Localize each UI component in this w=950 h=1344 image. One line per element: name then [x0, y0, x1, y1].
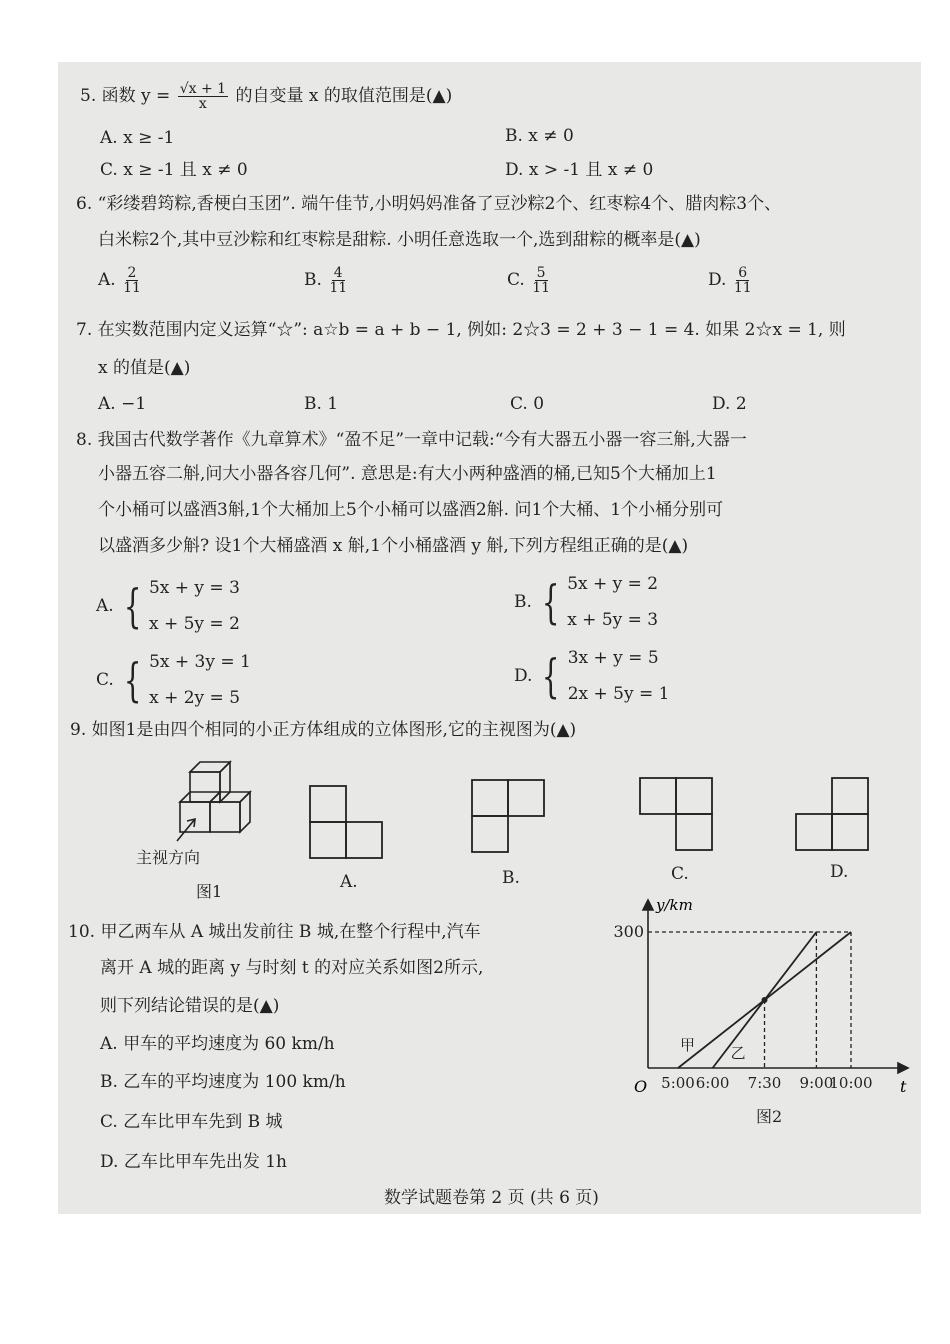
q7-line2: x 的值是(▲) — [98, 358, 191, 378]
x-tick-label-1: 6:00 — [695, 1074, 730, 1092]
q6-c-label: C. — [507, 270, 525, 290]
q5-frac-den: x — [198, 96, 207, 112]
q8-c-system — [149, 644, 251, 716]
q7-option-d: D. 2 — [712, 394, 747, 414]
q10-option-a: A. 甲车的平均速度为 60 km/h — [100, 1034, 335, 1054]
q8-b-brace: { — [541, 575, 560, 629]
q9-line1: 9. 如图1是由四个相同的小正方体组成的立体图形,它的主视图为(▲) — [70, 720, 577, 740]
q8-line3: 个小桶可以盛酒3斛,1个大桶加上5个小桶可以盛酒2斛. 问1个大桶、1个小桶分别可 — [98, 500, 724, 520]
q5-stem — [80, 82, 452, 111]
q5-number: 5. — [80, 86, 97, 106]
q6-option-c — [507, 266, 552, 295]
x-tick-label-3: 9:00 — [799, 1074, 834, 1092]
q8-d-label: D. — [514, 666, 533, 686]
chart-caption: 图2 — [756, 1107, 783, 1126]
x-tick-label-4: 10:00 — [829, 1074, 873, 1092]
q7-option-b: B. 1 — [304, 394, 339, 414]
q6-c-num: 5 — [536, 265, 546, 281]
page-footer: 数学试题卷第 2 页 (共 6 页) — [384, 1188, 599, 1208]
q8-a-label: A. — [96, 596, 114, 616]
q6-c-fraction — [532, 266, 550, 295]
q5-post: 的自变量 x 的取值范围是(▲) — [235, 86, 453, 106]
q8-c-label: C. — [96, 670, 114, 690]
q8-c-eq2: x + 2y = 5 — [149, 688, 241, 708]
q6-a-label: A. — [98, 270, 116, 290]
intersection-point — [762, 997, 768, 1003]
q9-figure1-caption: 图1 — [196, 882, 223, 901]
x-tick-label-2: 7:30 — [747, 1074, 782, 1092]
cube-right — [210, 802, 240, 832]
x-tick-label-0: 5:00 — [661, 1074, 695, 1092]
q10-line2: 离开 A 城的距离 y 与时刻 t 的对应关系如图2所示, — [100, 958, 484, 978]
q5-option-d: D. x > -1 且 x ≠ 0 — [505, 160, 654, 180]
q8-b-label: B. — [514, 592, 532, 612]
q9-figure1-cubes — [173, 757, 273, 845]
q6-line2: 白米粽2个,其中豆沙粽和红枣粽是甜粽. 小明任意选取一个,选到甜粽的概率是(▲) — [98, 230, 701, 250]
chart-xlabel: t — [900, 1077, 907, 1096]
q8-line2: 小器五容二斛,问大小器各容几何”. 意思是:有大小两种盛酒的桶,已知5个大桶加上1 — [98, 464, 717, 484]
q6-d-num: 6 — [738, 265, 748, 281]
q6-d-fraction — [734, 266, 752, 295]
q8-d-eq1: 3x + y = 5 — [567, 648, 659, 668]
cube-front — [180, 802, 210, 832]
q7-line1: 7. 在实数范围内定义运算“☆”: a☆b = a + b − 1, 例如: 2☆3 = 2 + 3 − 1 = 4. 如果 2☆x = 1, 则 — [76, 320, 846, 340]
q8-b-eq1: 5x + y = 2 — [567, 574, 659, 594]
q8-option-b — [514, 566, 658, 638]
q8-d-system — [568, 640, 670, 712]
q8-line4: 以盛酒多少斛? 设1个大桶盛酒 x 斛,1个小桶盛酒 y 斛,下列方程组正确的是(▲) — [98, 536, 689, 556]
q8-a-brace: { — [123, 579, 142, 633]
cube-right-side — [240, 792, 250, 832]
q6-b-label: B. — [304, 270, 322, 290]
q7-option-c: C. 0 — [510, 394, 545, 414]
q6-a-num: 2 — [127, 265, 137, 281]
q9-view-direction: 主视方向 — [136, 848, 201, 867]
q6-b-num: 4 — [333, 265, 343, 281]
chart-marks — [613, 922, 872, 1092]
q5-option-a: A. x ≥ -1 — [100, 128, 175, 148]
q6-option-d — [708, 266, 754, 295]
q8-c-brace: { — [123, 653, 142, 707]
q5-frac-num: √x + 1 — [179, 81, 227, 97]
q10-option-c: C. 乙车比甲车先到 B 城 — [100, 1112, 283, 1132]
q5-option-c: C. x ≥ -1 且 x ≠ 0 — [100, 160, 248, 180]
q10-line1: 10. 甲乙两车从 A 城出发前往 B 城,在整个行程中,汽车 — [68, 922, 481, 942]
q10-line3: 则下列结论错误的是(▲) — [100, 996, 280, 1016]
q8-option-a — [96, 570, 240, 642]
q6-option-a — [98, 266, 143, 295]
q8-line1: 8. 我国古代数学著作《九章算术》“盈不足”一章中记载:“今有大器五小器一容三斛,大器一 — [76, 430, 747, 450]
q6-b-den: 11 — [329, 280, 348, 296]
q9-option-b-figure — [470, 778, 548, 854]
q5-fraction — [178, 82, 228, 111]
q6-option-b — [304, 266, 349, 295]
q9-option-a-figure — [308, 784, 386, 860]
q8-d-brace: { — [542, 649, 560, 703]
q9-option-c-label: C. — [671, 864, 689, 884]
q6-b-fraction — [329, 266, 347, 295]
q8-a-eq2: x + 5y = 2 — [148, 614, 240, 634]
q10-chart — [598, 892, 918, 1132]
q10-option-d: D. 乙车比甲车先出发 1h — [100, 1152, 287, 1172]
chart-ylabel: y/km — [656, 896, 693, 914]
q6-line1: 6. “彩缕碧筠粽,香梗白玉团”. 端午佳节,小明妈妈准备了豆沙粽2个、红枣粽4个、腊肉粽3个、 — [76, 194, 782, 214]
q5-option-b: B. x ≠ 0 — [505, 126, 574, 146]
q9-option-c-figure — [638, 776, 716, 852]
q6-a-den: 11 — [123, 280, 141, 296]
x-axis-arrow — [898, 1063, 908, 1073]
q7-option-a: A. −1 — [98, 394, 147, 414]
q8-d-eq2: 2x + 5y = 1 — [567, 684, 670, 704]
q8-c-eq1: 5x + 3y = 1 — [149, 652, 251, 672]
q10-option-b: B. 乙车的平均速度为 100 km/h — [100, 1072, 346, 1092]
q8-option-c — [96, 644, 251, 716]
q6-c-den: 11 — [532, 280, 551, 296]
q9-option-b-label: B. — [502, 868, 520, 888]
q8-a-eq1: 5x + y = 3 — [148, 578, 240, 598]
q9-option-d-label: D. — [830, 862, 849, 882]
q6-d-den: 11 — [733, 280, 752, 296]
q8-option-d — [514, 640, 669, 712]
q6-a-fraction — [123, 266, 141, 295]
y-axis-arrow — [643, 900, 653, 910]
q9-option-a-label: A. — [340, 872, 358, 892]
y-tick-label-0: 300 — [613, 922, 644, 941]
q6-d-label: D. — [708, 270, 727, 290]
cube-top-side — [220, 762, 230, 802]
q8-b-eq2: x + 5y = 3 — [567, 610, 659, 630]
q9-option-d-figure — [794, 776, 872, 852]
q8-a-system — [149, 570, 240, 642]
exam-page — [58, 62, 921, 1214]
q5-pre: 函数 y = — [101, 86, 171, 106]
chart-origin: O — [634, 1077, 648, 1096]
q8-b-system — [567, 566, 658, 638]
series-label-乙: 乙 — [730, 1044, 746, 1062]
series-label-甲: 甲 — [680, 1036, 696, 1054]
